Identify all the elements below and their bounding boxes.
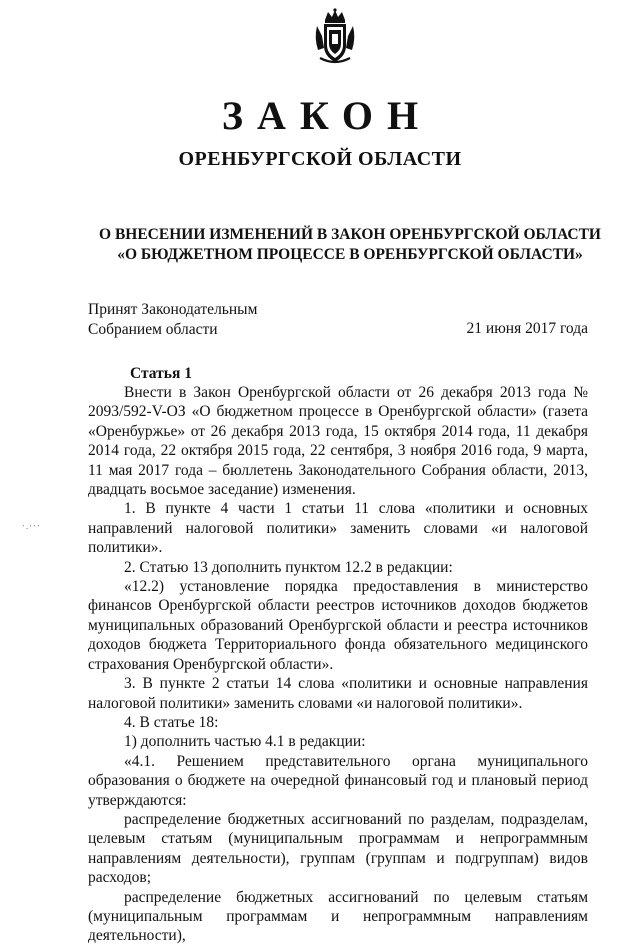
amendment-title-line-2: «О БЮДЖЕТНОМ ПРОЦЕССЕ В ОРЕНБУРГСКОЙ ОБЛАСТИ» [117, 246, 583, 263]
article-paragraph-9: распределение бюджетных ассигнований по разделам, подразделам, целевым статьям (муниципальным программам и непрограммным направлениям деятельности), группам (группам и подгруппам) видов расходов; [88, 810, 588, 887]
amendment-title [60, 225, 640, 265]
article-body [88, 383, 588, 946]
adoption-date: 21 июня 2017 года [466, 320, 588, 337]
adoption-line-1: Принят Законодательным [88, 301, 258, 318]
law-title: ЗАКОН [221, 93, 433, 138]
margin-mark: ‧.‧‧‧ [22, 521, 41, 531]
article-paragraph-7: 1) дополнить частью 4.1 в редакции: [124, 733, 366, 751]
article-paragraph-8: «4.1. Решением представительного органа муниципального образования о бюджете на очередной финансовый год и плановый период утверждаются: [88, 752, 588, 809]
adoption-line-2: Собранием области [88, 321, 218, 338]
article-paragraph-2: 1. В пункте 4 части 1 статьи 11 слова «политики и основных направлений налоговой политики» заменить словами «и налоговой политики». [88, 500, 588, 557]
amendment-title-line-1: О ВНЕСЕНИИ ИЗМЕНЕНИЙ В ЗАКОН ОРЕНБУРГСКОЙ ОБЛАСТИ [99, 226, 601, 243]
article-paragraph-1: Внести в Закон Оренбургской области от 26 декабря 2013 года № 2093/592-V-ОЗ «О бюджетном процессе в Оренбургской области» (газета «Оренбуржье» от 26 декабря 2013 года, 15 октября 2014 года, 11 декабря 2014 года, 22 октября 2015 года, 22 сентября, 3 ноября 2016 года, 9 марта, 11 мая 2017 года – бюллетень Законодательного Собрания области, 2013, двадцать восьмое заседание) изменения. [88, 384, 588, 499]
article-paragraph-10: распределение бюджетных ассигнований по целевым статьям (муниципальным программам и непрограммным направлениям деятельности), [88, 888, 588, 945]
law-subtitle: ОРЕНБУРГСКОЙ ОБЛАСТИ [178, 148, 462, 170]
adoption-block [88, 300, 257, 340]
article-paragraph-4: «12.2) установление порядка предоставления в министерство финансов Оренбургской области реестров источников доходов бюджетов муниципальных образований Оренбургской области и реестра источников доходов бюджета Территориального фонда обязательного медицинского страхования Оренбургской области». [88, 578, 588, 673]
article-paragraph-6: 4. В статье 18: [124, 713, 219, 731]
coat-of-arms-icon [312, 8, 358, 66]
article-paragraph-5: 3. В пункте 2 статьи 14 слова «политики и основные направления налоговой политики» заменить словами «и налоговой политики». [88, 675, 588, 712]
article-paragraph-3: 2. Статью 13 дополнить пунктом 12.2 в редакции: [124, 558, 453, 576]
article-heading: Статья 1 [130, 365, 192, 382]
